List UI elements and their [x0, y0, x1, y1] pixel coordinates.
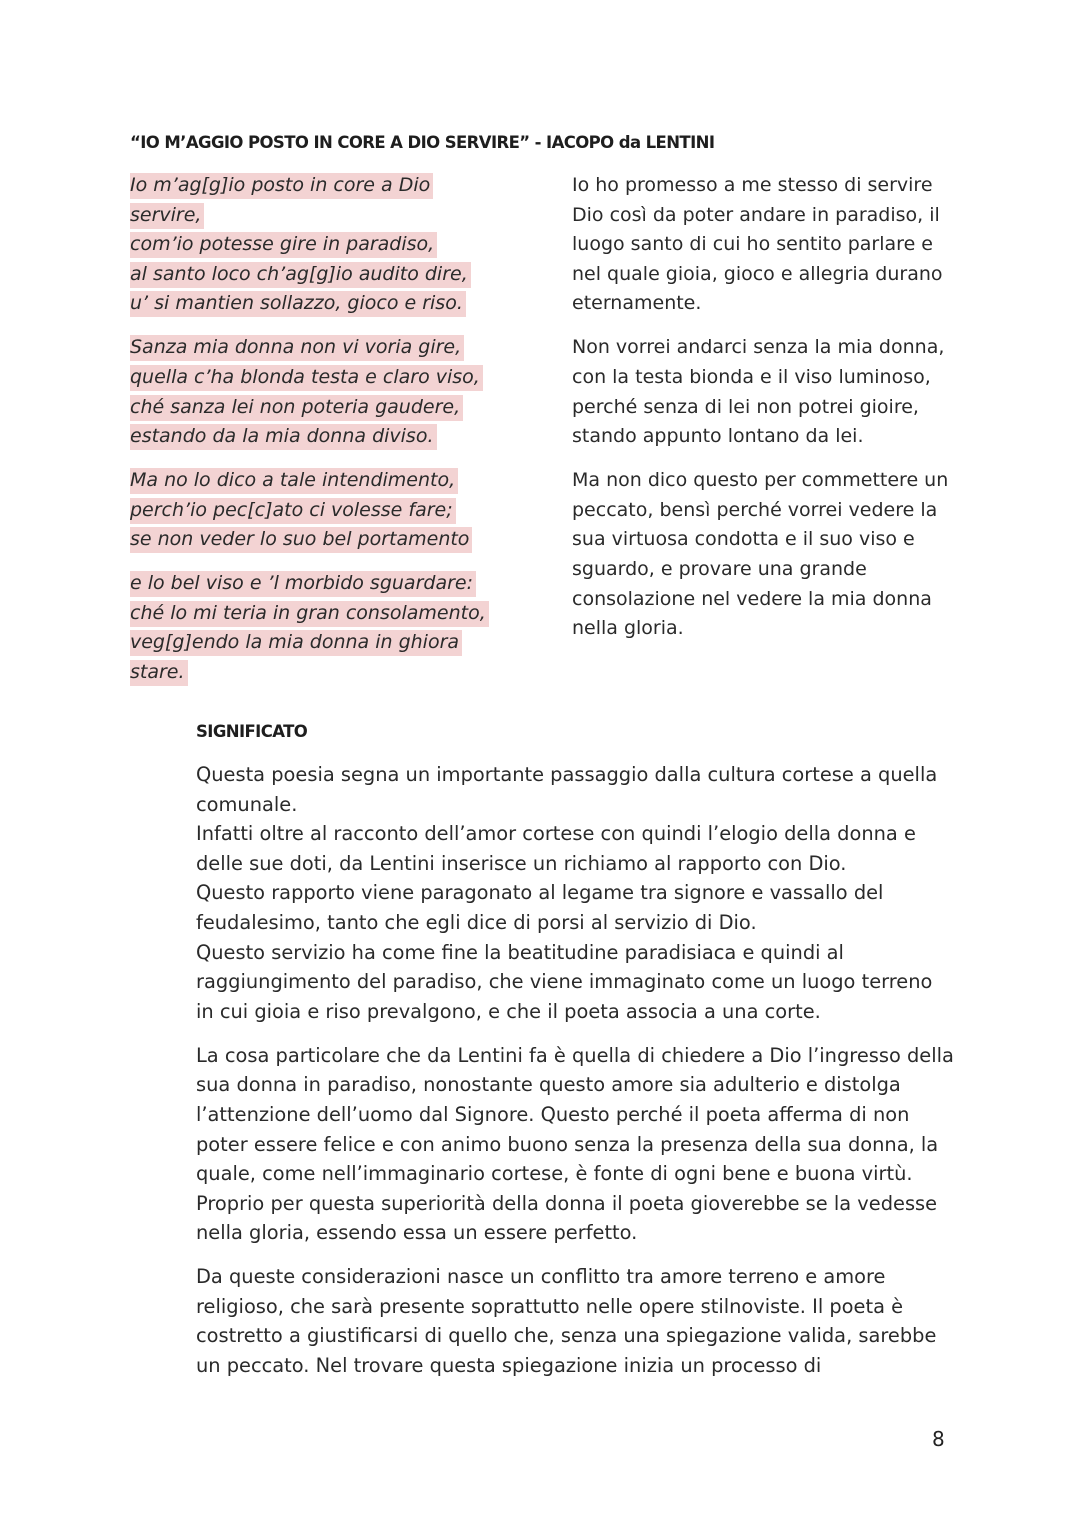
poem-line: perch’io pec[c]ato ci volesse fare;	[130, 498, 456, 524]
poem-text	[130, 171, 510, 702]
poem-line: Io m’ag[g]io posto in core a Dio	[130, 173, 433, 199]
poem-line: se non veder lo suo bel portamento	[130, 527, 472, 553]
poem-stanza	[130, 333, 510, 451]
body-sentence: Questo rapporto viene paragonato al legame tra signore e vassallo del feudalesimo, tanto che egli dice di porsi al servizio di Dio.	[196, 881, 884, 934]
poem-line: al santo loco ch’ag[g]io audito dire,	[130, 262, 471, 288]
poem-line: ché lo mi teria in gran consolamento,	[130, 601, 489, 627]
poem-line: ché sanza lei non poteria gaudere,	[130, 395, 463, 421]
poem-stanza	[130, 569, 510, 687]
poem-stanza	[130, 171, 510, 319]
poem-line: Ma no lo dico a tale intendimento,	[130, 468, 458, 494]
paraphrase-paragraph: Non vorrei andarci senza la mia donna, con la testa bionda e il viso luminoso, perché senza di lei non potrei gioire, stando appunto lontano da lei.	[572, 336, 945, 448]
body-sentence: Questa poesia segna un importante passaggio dalla cultura cortese a quella comunale.	[196, 763, 938, 816]
poem-line: u’ si mantien sollazzo, gioco e riso.	[130, 291, 466, 317]
paraphrase-column	[572, 171, 962, 658]
body-sentence: Questo servizio ha come fine la beatitudine paradisiaca e quindi al raggiungimento del paradiso, che viene immaginato come un luogo terreno in cui gioia e riso prevalgono, e che il poeta associa a una corte.	[196, 940, 933, 1023]
page-number: 8	[932, 1427, 945, 1451]
body-paragraph	[196, 760, 956, 1026]
significato-body	[196, 760, 956, 1395]
paraphrase-paragraph: Io ho promesso a me stesso di servire Dio così da poter andare in paradiso, il luogo santo di cui ho sentito parlare e nel quale gioia, gioco e allegria durano eternamente.	[572, 174, 943, 315]
section-heading: SIGNIFICATO	[196, 722, 308, 741]
poem-line: stare.	[130, 660, 188, 686]
poem-title: “IO M’AGGIO POSTO IN CORE A DIO SERVIRE” - IACOPO da LENTINI	[130, 133, 715, 152]
poem-line: e lo bel viso e ’l morbido sguardare:	[130, 571, 476, 597]
poem-line: veg[g]endo la mia donna in ghiora	[130, 630, 462, 656]
paraphrase-paragraph: Ma non dico questo per commettere un peccato, bensì perché vorrei vedere la sua virtuosa condotta e il suo viso e sguardo, e provare una grande consolazione nel vedere la mia donna nella gloria.	[572, 469, 949, 640]
poem-line: quella c’ha blonda testa e claro viso,	[130, 365, 483, 391]
body-paragraph	[196, 1262, 956, 1380]
poem-line: Sanza mia donna non vi voria gire,	[130, 335, 464, 361]
body-sentence: La cosa particolare che da Lentini fa è quella di chiedere a Dio l’ingresso della sua donna in paradiso, nonostante questo amore sia adulterio e distolga l’attenzione dell’uomo dal Signore. Questo perché il poeta afferma di non poter essere felice e con animo buono senza la presenza della sua donna, la quale, come nell’immaginario cortese, è fonte di ogni bene e buona virtù. Proprio per questa superiorità della donna il poeta gioverebbe se la vedesse nella gloria, essendo essa un essere perfetto.	[196, 1043, 954, 1245]
body-paragraph	[196, 1041, 956, 1248]
body-sentence: Da queste considerazioni nasce un conflitto tra amore terreno e amore religioso, che sarà presente soprattutto nelle opere stilnoviste. Il poeta è costretto a giustificarsi di quello che, senza una spiegazione valida, sarebbe un peccato. Nel trovare questa spiegazione inizia un processo di	[196, 1265, 937, 1378]
poem-stanza	[130, 466, 510, 555]
poem-line: com’io potesse gire in paradiso,	[130, 232, 437, 258]
poem-line: estando da la mia donna diviso.	[130, 424, 437, 450]
poem-line: servire,	[130, 203, 204, 229]
body-sentence: Infatti oltre al racconto dell’amor cortese con quindi l’elogio della donna e delle sue doti, da Lentini inserisce un richiamo al rapporto con Dio.	[196, 822, 916, 875]
